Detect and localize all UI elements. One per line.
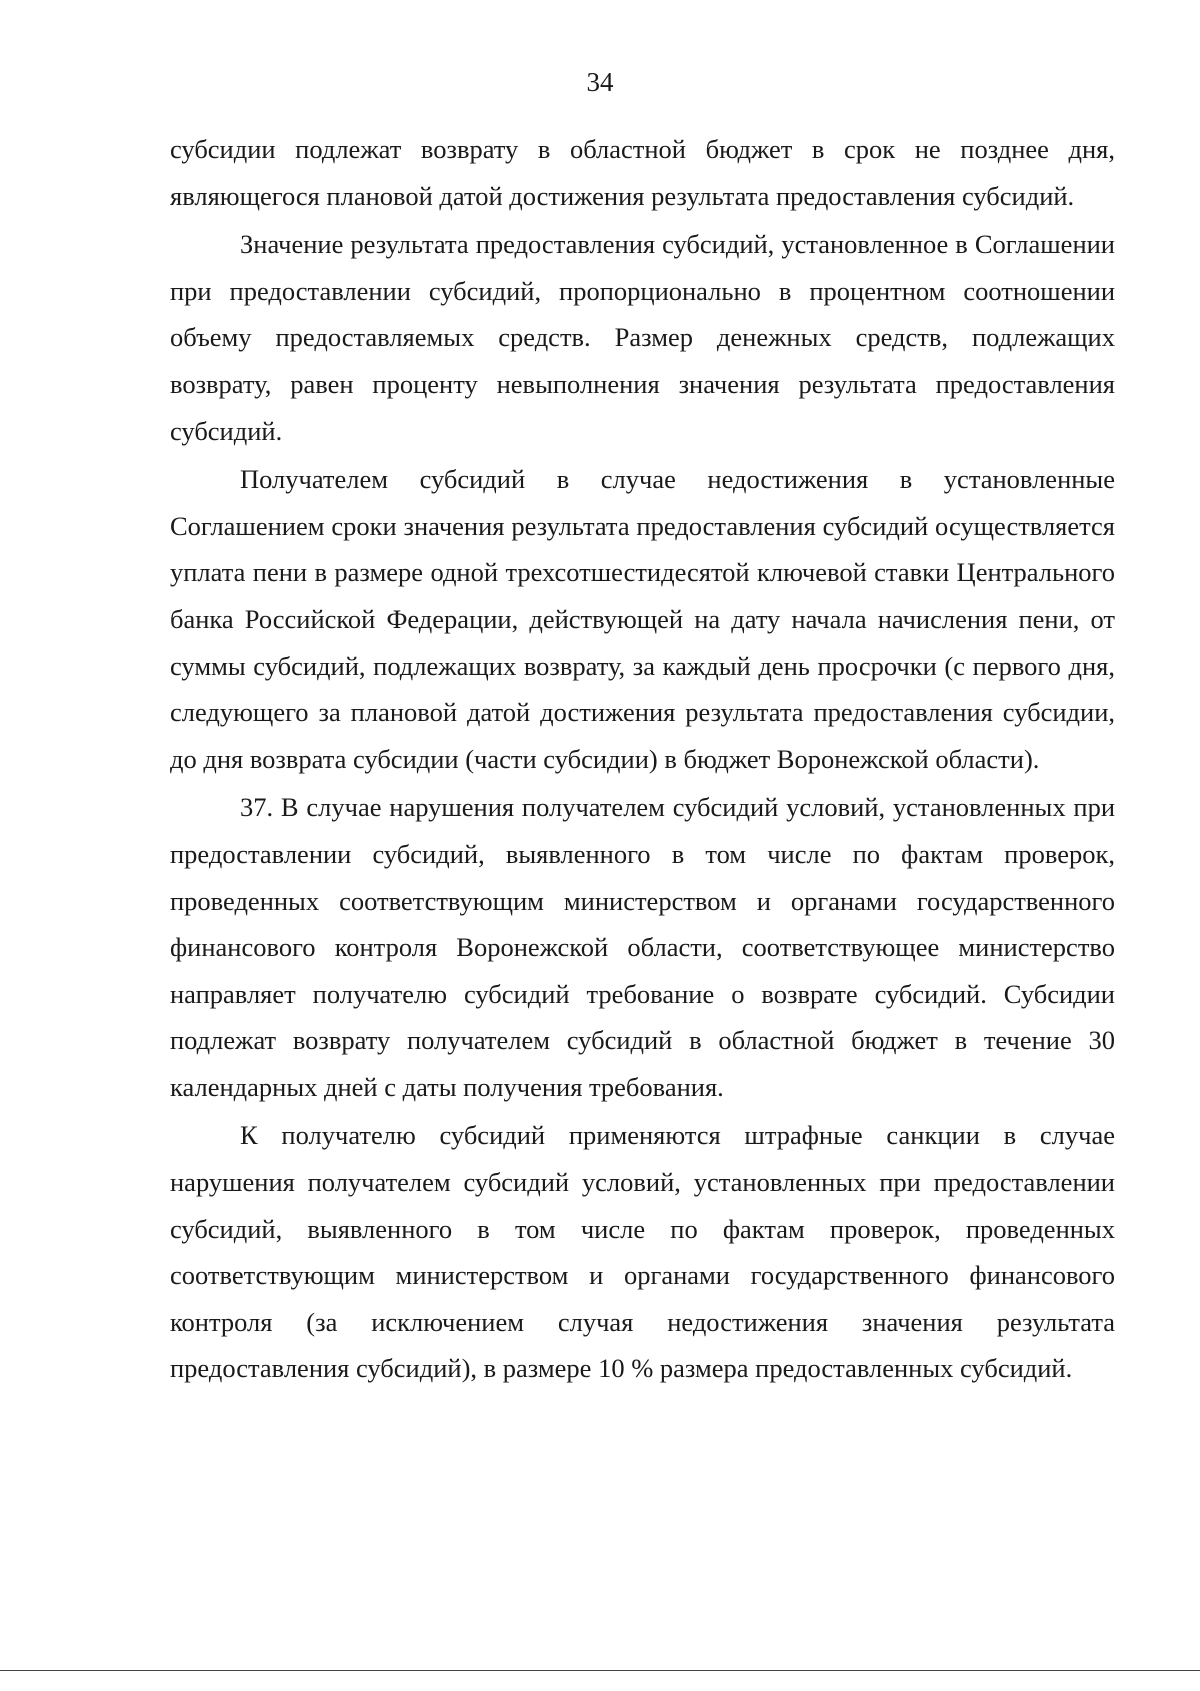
bottom-scan-edge-line bbox=[0, 1670, 1200, 1671]
paragraph-result-value: Значение результата предоставления субсидий, установленное в Соглашении при предоставлении субсидий, пропорционально в процентном соотношении объему предоставляемых средств. Размер денежных средств, подлежащих возврату, равен проценту невыполнения значения результата предоставления субсидий. bbox=[170, 229, 1115, 446]
paragraph-fines: К получателю субсидий применяются штрафные санкции в случае нарушения получателем субсидий условий, установленных при предоставлении субсидий, выявленного в том числе по фактам проверок, проведенных соответствующим министерством и органами государственного финансового контроля (за исключением случая недостижения значения результата предоставления субсидий), в размере 10 % размера предоставленных субсидий. bbox=[170, 1120, 1115, 1384]
paragraph-clause-37: 37. В случае нарушения получателем субсидий условий, установленных при предоставлении субсидий, выявленного в том числе по фактам проверок, проведенных соответствующим министерством и органами государственного финансового контроля Воронежской области, соответствующее министерство направляет получателю субсидий требование о возврате субсидий. Субсидии подлежат возврату получателем субсидий в областной бюджет в течение 30 календарных дней с даты получения требования. bbox=[170, 792, 1115, 1102]
paragraph-penalty: Получателем субсидий в случае недостижения в установленные Соглашением сроки значения результата предоставления субсидий осуществляется уплата пени в размере одной трехсотшестидесятой ключевой ставки Центрального банка Российской Федерации, действующей на дату начала начисления пени, от суммы субсидий, подлежащих возврату, за каждый день просрочки (с первого дня, следующего за плановой датой достижения результата предоставления субсидии, до дня возврата субсидии (части субсидии) в бюджет Воронежской области). bbox=[170, 464, 1115, 774]
document-body bbox=[170, 126, 1115, 1394]
paragraph-continuation: субсидии подлежат возврату в областной бюджет в срок не позднее дня, являющегося плановой датой достижения результата предоставления субсидий. bbox=[170, 134, 1115, 211]
page-number: 34 bbox=[586, 67, 614, 97]
